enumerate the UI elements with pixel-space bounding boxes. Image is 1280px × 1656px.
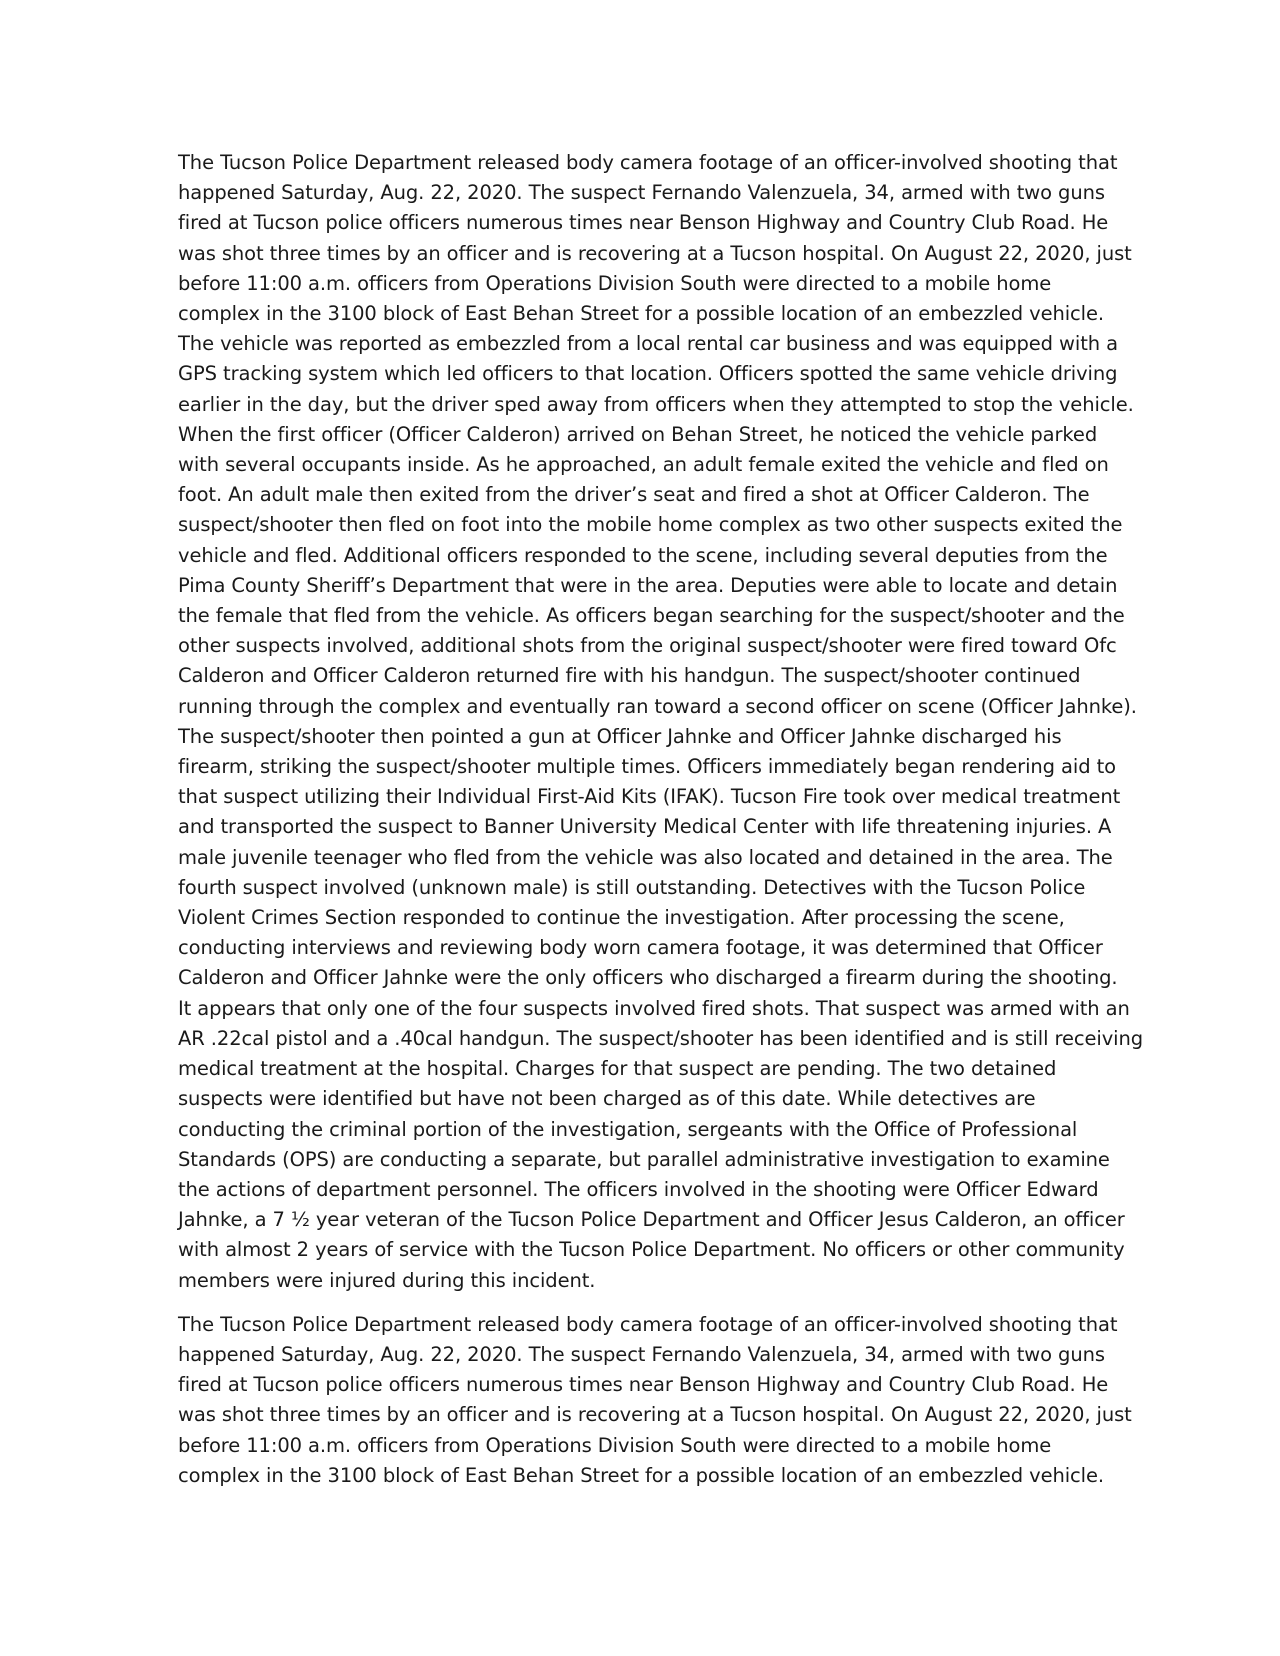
text-line: It appears that only one of the four suspects involved fired shots. That suspect was armed with an [178, 996, 1130, 1020]
text-line: Jahnke, a 7 ½ year veteran of the Tucson Police Department and Officer Jesus Calderon, an officer [178, 1208, 1125, 1232]
text-line: Calderon and Officer Calderon returned fire with his handgun. The suspect/shooter continued [178, 664, 1081, 688]
text-line: members were injured during this incident. [178, 1268, 596, 1292]
text-line: before 11:00 a.m. officers from Operations Division South were directed to a mobile home [178, 1433, 1052, 1457]
text-line: conducting interviews and reviewing body worn camera footage, it was determined that Officer [178, 936, 1103, 960]
text-line: fired at Tucson police officers numerous times near Benson Highway and Country Club Road. He [178, 1373, 1109, 1397]
body-paragraph [178, 1310, 1132, 1491]
text-line: suspect/shooter then fled on foot into the mobile home complex as two other suspects exited the [178, 513, 1123, 537]
text-line: The Tucson Police Department released body camera footage of an officer-involved shooting that [178, 1312, 1118, 1336]
text-line: The vehicle was reported as embezzled from a local rental car business and was equipped with a [178, 332, 1118, 356]
text-line: Calderon and Officer Jahnke were the only officers who discharged a firearm during the shooting. [178, 966, 1118, 990]
text-line: and transported the suspect to Banner University Medical Center with life threatening injuries. A [178, 815, 1112, 839]
text-line: the female that fled from the vehicle. As officers began searching for the suspect/shooter and the [178, 604, 1125, 628]
text-line: AR .22cal pistol and a .40cal handgun. The suspect/shooter has been identified and is still receiving [178, 1026, 1143, 1050]
text-line: firearm, striking the suspect/shooter multiple times. Officers immediately began rendering aid to [178, 755, 1116, 779]
text-line: When the first officer (Officer Calderon) arrived on Behan Street, he noticed the vehicle parked [178, 422, 1098, 446]
text-line: with several occupants inside. As he approached, an adult female exited the vehicle and fled on [178, 453, 1109, 477]
text-line: fired at Tucson police officers numerous times near Benson Highway and Country Club Road. He [178, 211, 1109, 235]
text-line: The Tucson Police Department released body camera footage of an officer-involved shooting that [178, 151, 1118, 174]
document-body [178, 148, 1143, 1505]
body-paragraph [178, 148, 1143, 1296]
text-line: running through the complex and eventually ran toward a second officer on scene (Officer Jahnke). [178, 694, 1137, 718]
text-line: before 11:00 a.m. officers from Operations Division South were directed to a mobile home [178, 271, 1052, 295]
text-line: other suspects involved, additional shots from the original suspect/shooter were fired toward Ofc [178, 634, 1117, 658]
text-line: The suspect/shooter then pointed a gun at Officer Jahnke and Officer Jahnke discharged his [178, 724, 1062, 748]
text-line: conducting the criminal portion of the investigation, sergeants with the Office of Professional [178, 1117, 1078, 1141]
text-line: vehicle and fled. Additional officers responded to the scene, including several deputies from the [178, 543, 1108, 567]
text-line: happened Saturday, Aug. 22, 2020. The suspect Fernando Valenzuela, 34, armed with two guns [178, 181, 1105, 205]
text-line: with almost 2 years of service with the Tucson Police Department. No officers or other community [178, 1238, 1125, 1262]
text-line: medical treatment at the hospital. Charges for that suspect are pending. The two detained [178, 1057, 1057, 1081]
text-line: happened Saturday, Aug. 22, 2020. The suspect Fernando Valenzuela, 34, armed with two guns [178, 1342, 1105, 1366]
text-line: earlier in the day, but the driver sped away from officers when they attempted to stop the vehicle. [178, 392, 1134, 416]
text-line: complex in the 3100 block of East Behan Street for a possible location of an embezzled vehicle. [178, 302, 1104, 326]
text-line: was shot three times by an officer and is recovering at a Tucson hospital. On August 22, 2020, just [178, 1403, 1132, 1427]
text-line: Violent Crimes Section responded to continue the investigation. After processing the scene, [178, 906, 1065, 930]
text-line: the actions of department personnel. The officers involved in the shooting were Officer Edward [178, 1177, 1099, 1201]
text-line: that suspect utilizing their Individual First-Aid Kits (IFAK). Tucson Fire took over medical treatment [178, 785, 1121, 809]
text-line: Pima County Sheriff’s Department that were in the area. Deputies were able to locate and detain [178, 573, 1118, 597]
text-line: GPS tracking system which led officers to that location. Officers spotted the same vehicle driving [178, 362, 1118, 386]
text-line: complex in the 3100 block of East Behan Street for a possible location of an embezzled vehicle. [178, 1463, 1104, 1487]
text-line: fourth suspect involved (unknown male) is still outstanding. Detectives with the Tucson Police [178, 875, 1086, 899]
text-line: Standards (OPS) are conducting a separate, but parallel administrative investigation to examine [178, 1147, 1110, 1171]
text-line: male juvenile teenager who fled from the vehicle was also located and detained in the area. The [178, 845, 1113, 869]
text-line: suspects were identified but have not been charged as of this date. While detectives are [178, 1087, 1036, 1111]
text-line: was shot three times by an officer and is recovering at a Tucson hospital. On August 22, 2020, just [178, 241, 1132, 265]
text-line: foot. An adult male then exited from the driver’s seat and fired a shot at Officer Calderon. The [178, 483, 1090, 507]
